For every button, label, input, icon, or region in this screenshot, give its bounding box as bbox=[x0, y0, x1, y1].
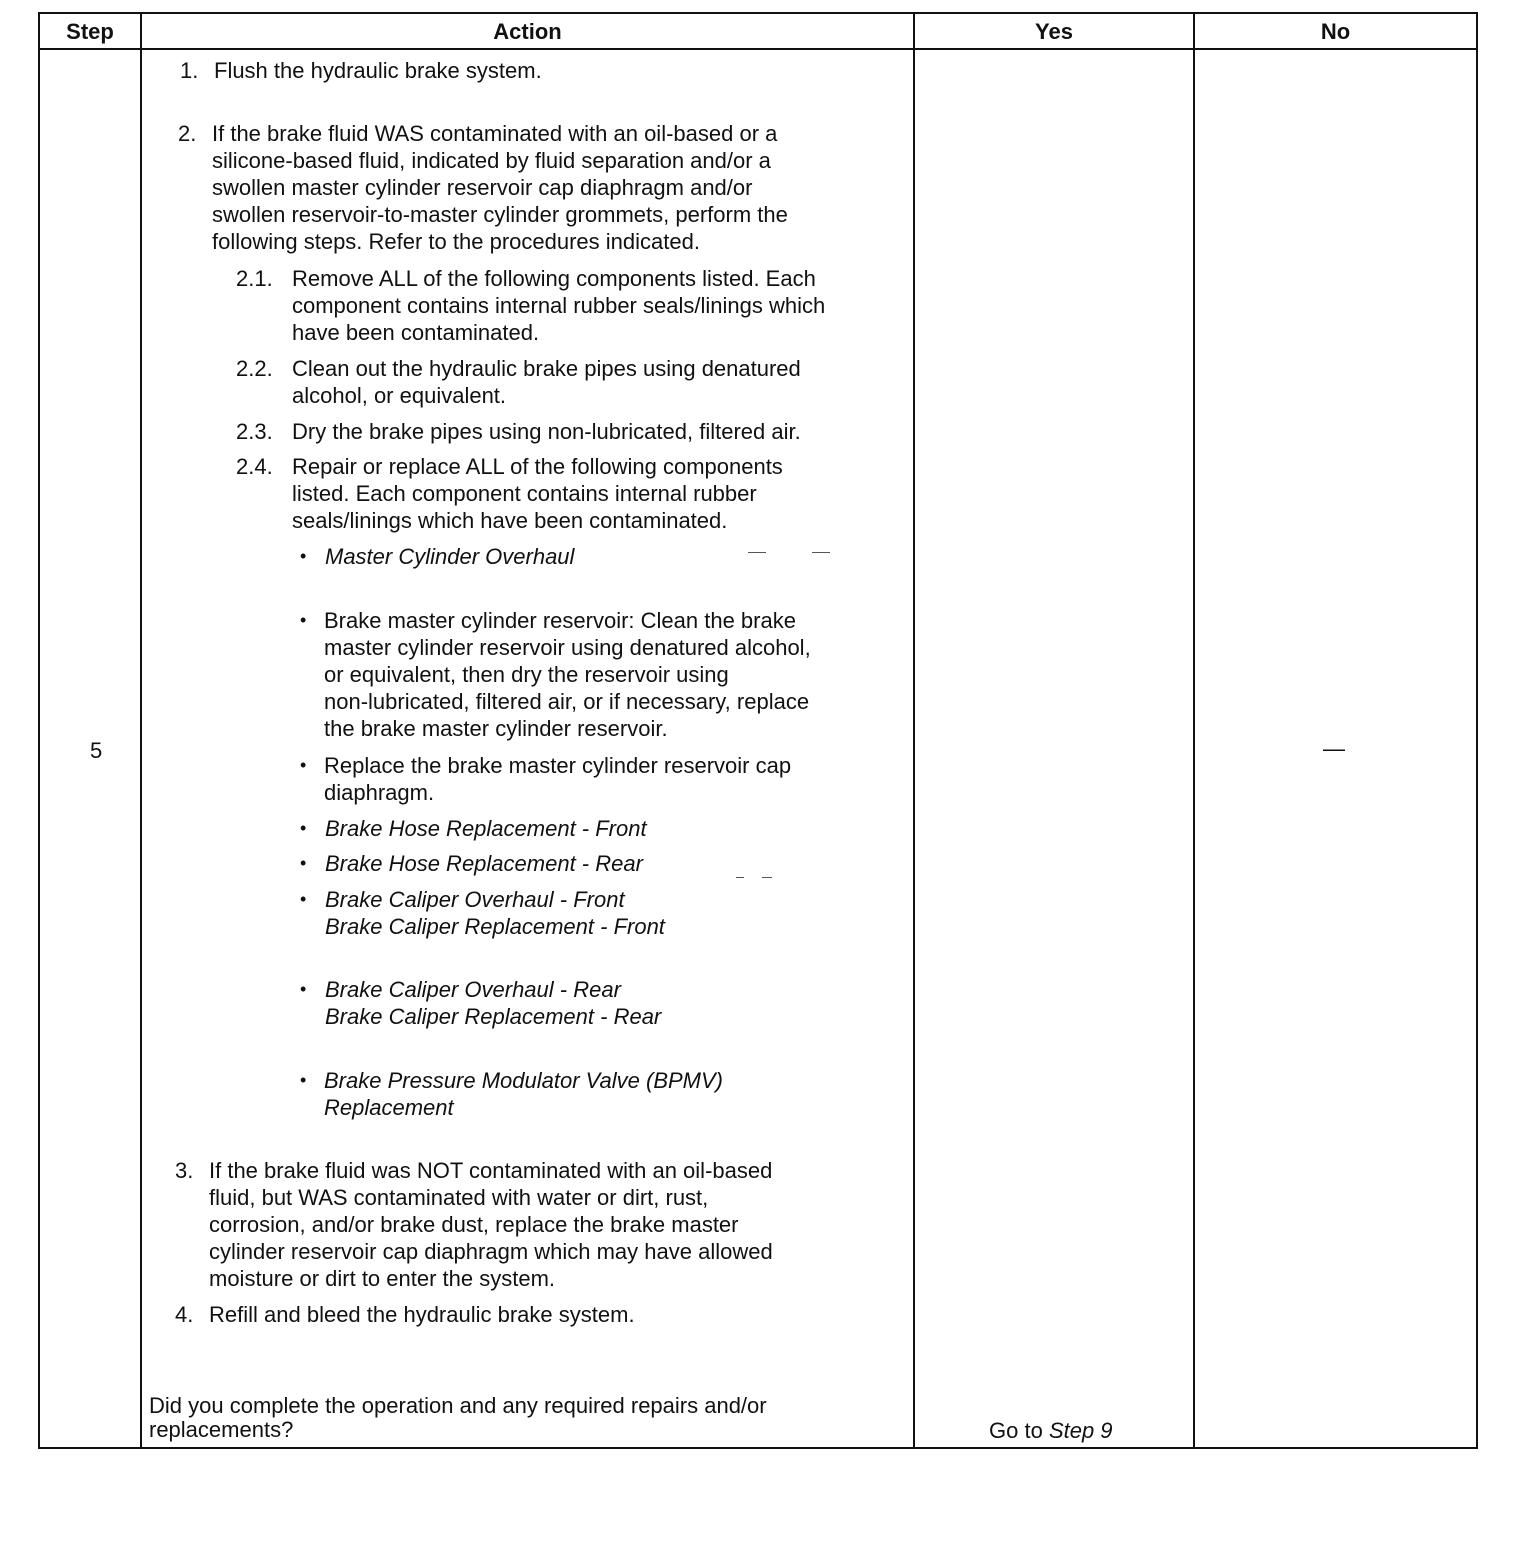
item-3-number: 3. bbox=[175, 1158, 194, 1183]
bullet-icon: • bbox=[300, 889, 307, 909]
bullet-line: Brake Hose Replacement - Rear bbox=[325, 851, 643, 876]
sub-2-3-number: 2.3. bbox=[236, 419, 273, 444]
sub-2-1-line: component contains internal rubber seals/linings which bbox=[292, 293, 826, 318]
sub-2-4-number: 2.4. bbox=[236, 454, 273, 479]
sub-2-2-line: alcohol, or equivalent. bbox=[292, 383, 507, 408]
bullet-icon: • bbox=[300, 755, 307, 775]
scan-speck bbox=[748, 552, 766, 553]
header-no: No bbox=[1320, 19, 1351, 44]
item-2-line: following steps. Refer to the procedures indicated. bbox=[212, 229, 700, 254]
bullet-icon: • bbox=[300, 853, 307, 873]
column-divider-action bbox=[913, 12, 915, 1449]
sub-2-2-line: Clean out the hydraulic brake pipes using denatured bbox=[292, 356, 801, 381]
scan-speck bbox=[736, 877, 744, 878]
bullet-line: Brake Hose Replacement - Front bbox=[325, 816, 647, 841]
bullet-line: or equivalent, then dry the reservoir using bbox=[324, 662, 729, 687]
item-2-number: 2. bbox=[178, 121, 197, 146]
column-divider-step bbox=[140, 12, 142, 1449]
sub-2-1-line: Remove ALL of the following components listed. Each bbox=[292, 266, 816, 291]
item-2-line: If the brake fluid WAS contaminated with an oil-based or a bbox=[212, 121, 778, 146]
bullet-line: master cylinder reservoir using denatured alcohol, bbox=[324, 635, 811, 660]
question-line: Did you complete the operation and any required repairs and/or bbox=[149, 1393, 767, 1418]
item-3-line: moisture or dirt to enter the system. bbox=[209, 1266, 556, 1291]
item-3-line: cylinder reservoir cap diaphragm which may have allowed bbox=[209, 1239, 773, 1264]
scan-speck bbox=[812, 552, 830, 553]
bullet-line: the brake master cylinder reservoir. bbox=[324, 716, 668, 741]
scan-speck bbox=[762, 877, 772, 878]
header-action: Action bbox=[493, 19, 562, 44]
sub-2-4-line: listed. Each component contains internal rubber bbox=[292, 481, 757, 506]
item-3-line: corrosion, and/or brake dust, replace the brake master bbox=[209, 1212, 739, 1237]
item-3-line: If the brake fluid was NOT contaminated with an oil-based bbox=[209, 1158, 773, 1183]
item-1-text: Flush the hydraulic brake system. bbox=[214, 58, 542, 83]
sub-2-1-line: have been contaminated. bbox=[292, 320, 540, 345]
item-3-line: fluid, but WAS contaminated with water or dirt, rust, bbox=[209, 1185, 709, 1210]
bullet-line: Brake Caliper Replacement - Front bbox=[325, 914, 665, 939]
step-number: 5 bbox=[90, 738, 103, 763]
item-2-line: silicone-based fluid, indicated by fluid separation and/or a bbox=[212, 148, 771, 173]
bullet-line: Brake Caliper Overhaul - Front bbox=[325, 887, 625, 912]
bullet-line: Brake Caliper Overhaul - Rear bbox=[325, 977, 621, 1002]
sub-2-4-line: Repair or replace ALL of the following components bbox=[292, 454, 783, 479]
bullet-line: Replacement bbox=[324, 1095, 454, 1120]
sub-2-4-line: seals/linings which have been contaminated. bbox=[292, 508, 728, 533]
item-2-line: swollen reservoir-to-master cylinder grommets, perform the bbox=[212, 202, 788, 227]
yes-step-link[interactable]: Step 9 bbox=[1048, 1418, 1113, 1443]
header-yes: Yes bbox=[1035, 19, 1073, 44]
bullet-line: Brake Caliper Replacement - Rear bbox=[325, 1004, 662, 1029]
bullet-icon: • bbox=[300, 610, 307, 630]
bullet-icon: • bbox=[300, 1070, 307, 1090]
item-2-line: swollen master cylinder reservoir cap diaphragm and/or bbox=[212, 175, 753, 200]
bullet-icon: • bbox=[300, 546, 307, 566]
yes-prefix: Go to bbox=[989, 1418, 1043, 1443]
sub-2-2-number: 2.2. bbox=[236, 356, 273, 381]
no-cell: — bbox=[1323, 736, 1345, 761]
bullet-line: Replace the brake master cylinder reservoir cap bbox=[324, 753, 792, 778]
bullet-line: Brake Pressure Modulator Valve (BPMV) bbox=[324, 1068, 723, 1093]
bullet-line: diaphragm. bbox=[324, 780, 435, 805]
bullet-icon: • bbox=[300, 979, 307, 999]
bullet-line: non-lubricated, filtered air, or if necessary, replace bbox=[324, 689, 810, 714]
yes-cell bbox=[989, 1417, 1113, 1444]
bullet-line: Master Cylinder Overhaul bbox=[325, 544, 575, 569]
item-4-text: Refill and bleed the hydraulic brake system. bbox=[209, 1302, 635, 1327]
item-1-number: 1. bbox=[180, 58, 199, 83]
bullet-icon: • bbox=[300, 818, 307, 838]
bullet-line: Brake master cylinder reservoir: Clean the brake bbox=[324, 608, 796, 633]
column-divider-yes bbox=[1193, 12, 1195, 1449]
header-step: Step bbox=[66, 19, 114, 44]
sub-2-1-number: 2.1. bbox=[236, 266, 273, 291]
sub-2-3-line: Dry the brake pipes using non-lubricated, filtered air. bbox=[292, 419, 801, 444]
item-4-number: 4. bbox=[175, 1302, 194, 1327]
question-line: replacements? bbox=[149, 1417, 294, 1442]
